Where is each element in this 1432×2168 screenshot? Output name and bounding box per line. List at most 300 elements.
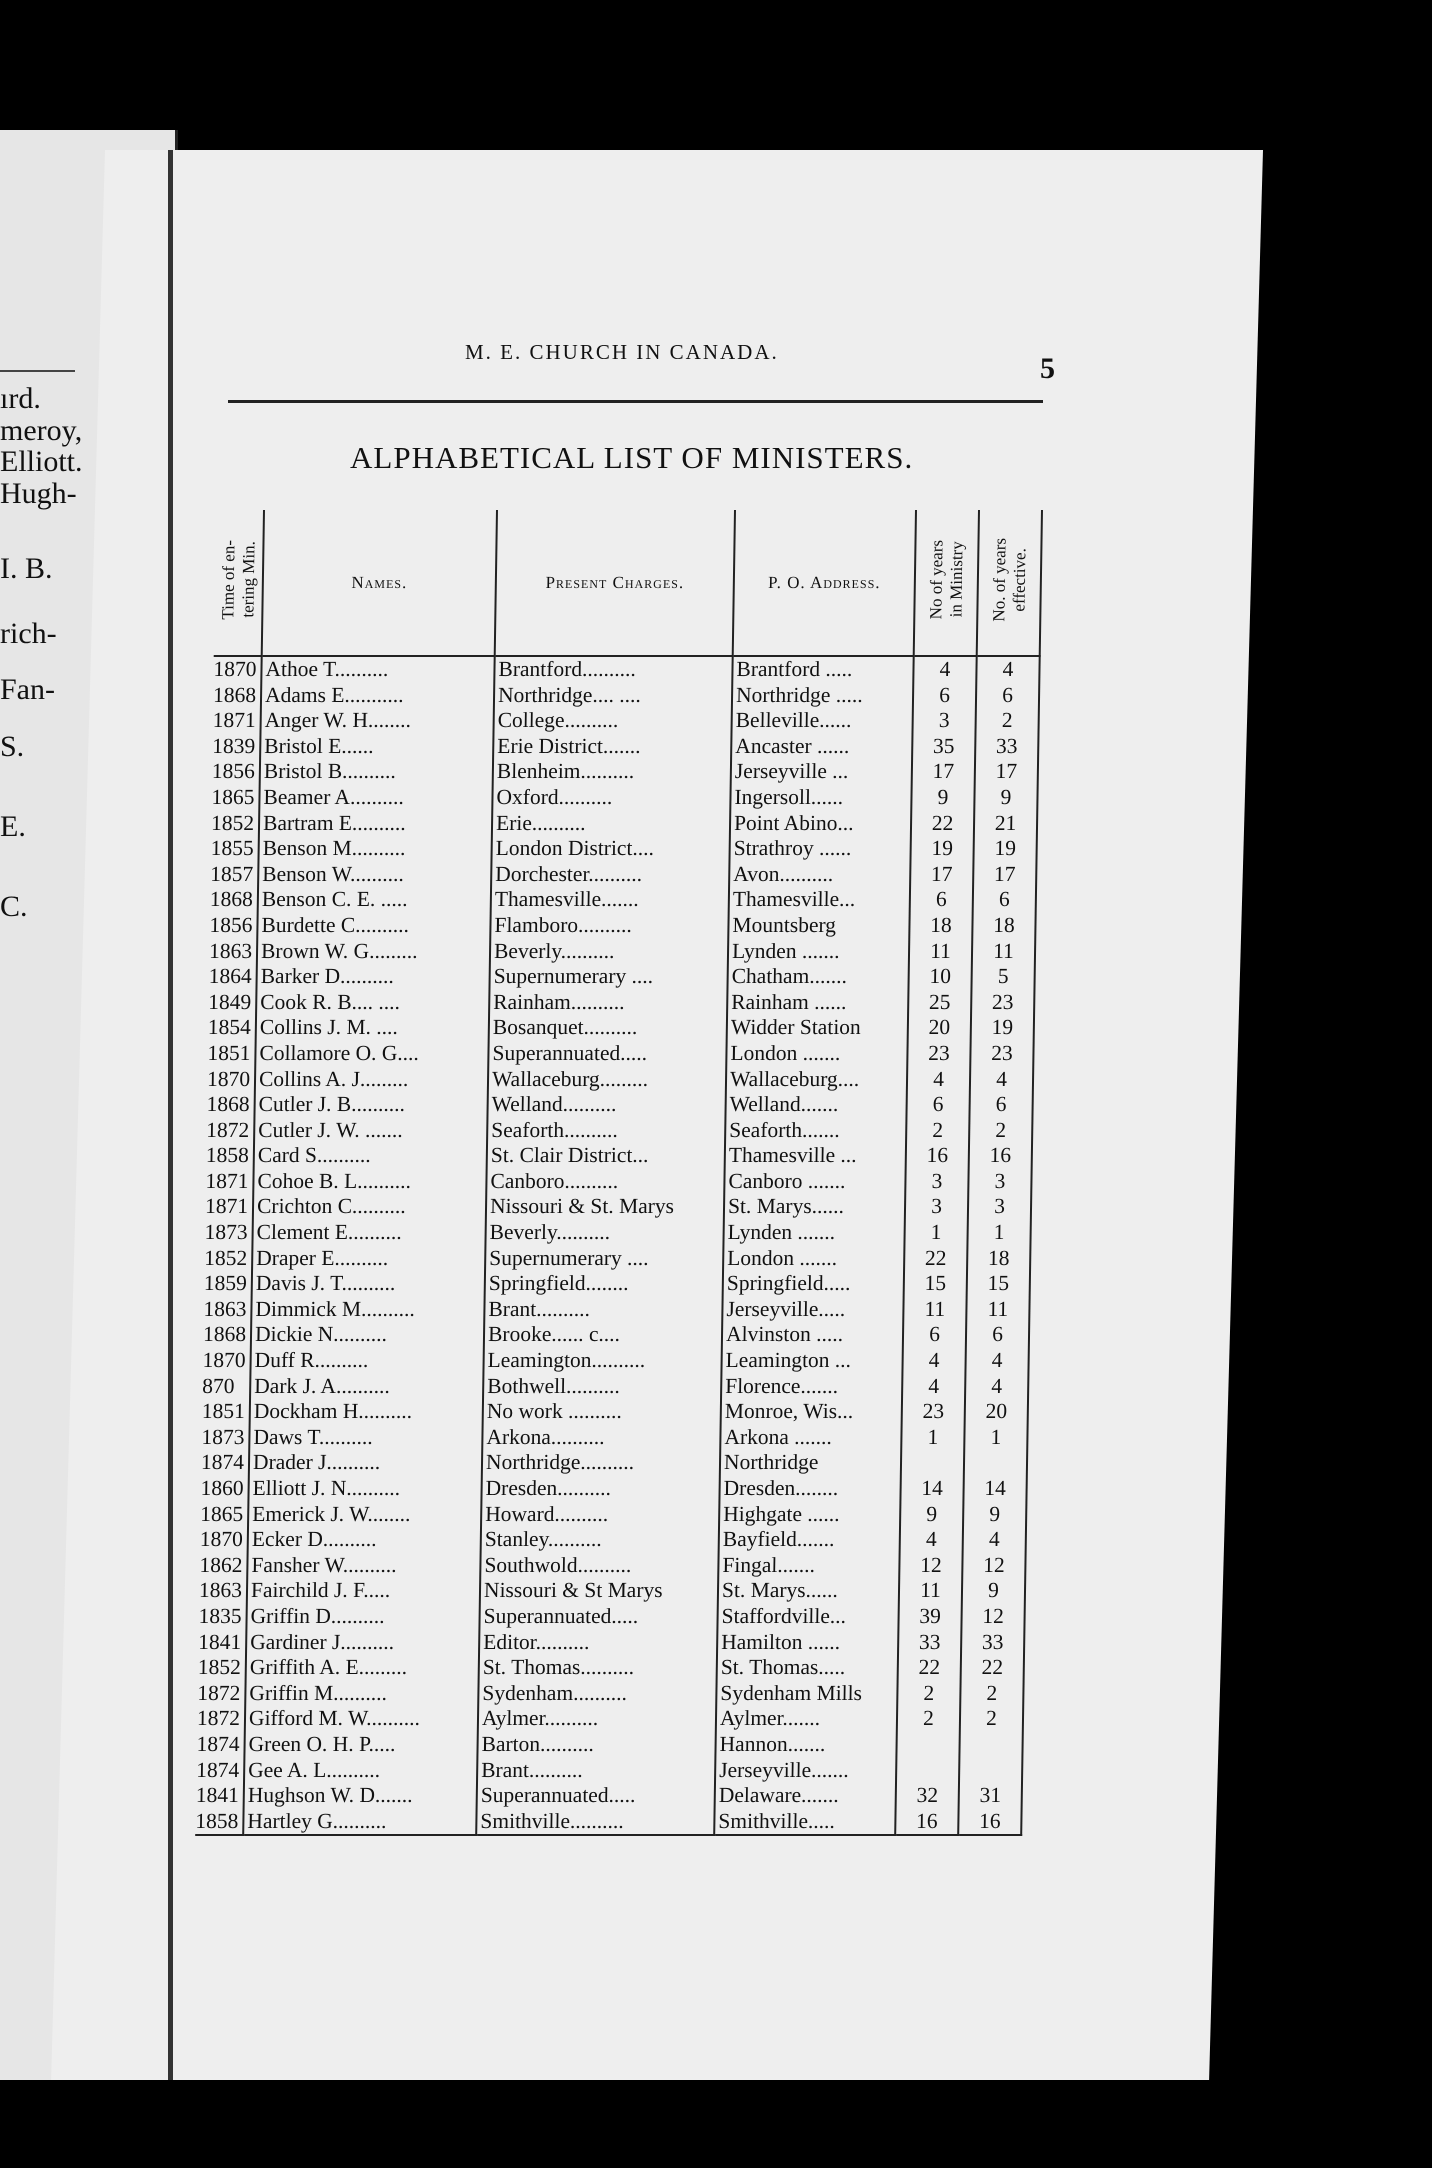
cell-address: Fingal.......: [718, 1553, 899, 1579]
cell-years-ministry: 12: [899, 1553, 962, 1579]
cell-address: Point Abino...: [730, 811, 911, 837]
cell-charge: Erie..........: [492, 811, 730, 837]
cell-address: Hannon.......: [715, 1732, 896, 1758]
table-row: [207, 1067, 1033, 1093]
cell-years-effective: 19: [971, 1015, 1034, 1041]
cell-year: 1852: [198, 1655, 246, 1681]
table-row: [196, 1783, 1022, 1809]
cell-year: 1870: [202, 1348, 250, 1374]
cell-address: London .......: [726, 1041, 907, 1067]
cell-years-ministry: 4: [902, 1374, 965, 1400]
cell-charge: Nissouri & St Marys: [480, 1578, 718, 1604]
cell-years-effective: 16: [958, 1809, 1021, 1836]
table-row: [200, 1476, 1026, 1502]
cell-years-ministry: 2: [906, 1118, 969, 1144]
table-row: [210, 862, 1036, 888]
cell-charge: Leamington..........: [483, 1348, 721, 1374]
cell-name: Griffin D..........: [246, 1604, 479, 1630]
cell-charge: Bosanquet..........: [489, 1015, 727, 1041]
cell-name: Emerick J. W........: [248, 1502, 481, 1528]
cell-years-effective: 4: [976, 656, 1039, 683]
cell-name: Dickie N..........: [251, 1322, 484, 1348]
cell-years-effective: 19: [973, 836, 1036, 862]
header-years-effective: No. of years effective.: [977, 510, 1042, 656]
table-row: [210, 836, 1036, 862]
cell-address: London .......: [723, 1246, 904, 1272]
cell-years-effective: 17: [973, 862, 1036, 888]
cell-year: 1873: [204, 1220, 252, 1246]
cell-years-effective: 23: [970, 1041, 1033, 1067]
cell-name: Gee A. L..........: [244, 1758, 477, 1784]
cell-year: 1851: [202, 1399, 250, 1425]
table-row: [199, 1553, 1025, 1579]
cell-address: Sydenham Mills: [716, 1681, 897, 1707]
table-row: [206, 1118, 1032, 1144]
table-row: [204, 1271, 1030, 1297]
cell-years-ministry: 3: [905, 1194, 968, 1220]
cell-year: 1839: [212, 734, 260, 760]
cell-name: Hughson W. D.......: [244, 1783, 477, 1809]
cell-years-effective: 1: [964, 1425, 1027, 1451]
cell-years-ministry: 2: [897, 1706, 960, 1732]
cell-address: St. Marys......: [718, 1578, 899, 1604]
cell-years-effective: 2: [975, 708, 1038, 734]
cell-years-effective: 33: [975, 734, 1038, 760]
cell-year: 1874: [196, 1758, 244, 1784]
facing-page-text: I. B.: [0, 552, 53, 585]
cell-years-effective: 12: [961, 1604, 1024, 1630]
cell-charge: Arkona..........: [482, 1425, 720, 1451]
cell-name: Draper E..........: [252, 1246, 485, 1272]
cell-address: Brantford .....: [732, 656, 913, 683]
cell-years-effective: 18: [967, 1246, 1030, 1272]
cell-years-ministry: [896, 1732, 959, 1758]
cell-year: 1868: [206, 1092, 254, 1118]
cell-years-ministry: 4: [900, 1527, 963, 1553]
cell-year: 1868: [210, 887, 258, 913]
cell-years-ministry: 9: [900, 1502, 963, 1528]
cell-name: Benson M..........: [258, 836, 491, 862]
cell-address: Welland.......: [725, 1092, 906, 1118]
cell-address: Smithville.....: [714, 1809, 895, 1836]
cell-address: Chatham.......: [727, 964, 908, 990]
table-row: [209, 939, 1035, 965]
cell-charge: No work ..........: [483, 1399, 721, 1425]
cell-charge: Canboro..........: [486, 1169, 724, 1195]
cell-years-ministry: 39: [898, 1604, 961, 1630]
cell-years-ministry: [901, 1450, 964, 1476]
cell-charge: Smithville..........: [476, 1809, 714, 1836]
cell-charge: Superannuated.....: [488, 1041, 726, 1067]
cell-name: Adams E...........: [261, 683, 494, 709]
table-row: [213, 656, 1039, 683]
cell-years-effective: 33: [961, 1630, 1024, 1656]
cell-name: Fairchild J. F.....: [247, 1578, 480, 1604]
cell-charge: Beverly..........: [490, 939, 728, 965]
table-row: [200, 1502, 1026, 1528]
cell-years-ministry: 22: [898, 1655, 961, 1681]
cell-year: 1872: [197, 1681, 245, 1707]
cell-charge: Rainham..........: [489, 990, 727, 1016]
cell-name: Collins A. J.........: [255, 1067, 488, 1093]
facing-page-text: S.: [0, 730, 25, 763]
table-row: [198, 1655, 1024, 1681]
cell-year: 1858: [206, 1143, 254, 1169]
cell-name: Cutler J. W. .......: [254, 1118, 487, 1144]
cell-address: Wallaceburg....: [726, 1067, 907, 1093]
cell-address: Bayfield.......: [719, 1527, 900, 1553]
cell-name: Beamer A..........: [259, 785, 492, 811]
cell-charge: Brantford..........: [494, 656, 732, 683]
cell-years-effective: 14: [963, 1476, 1026, 1502]
table-row: [202, 1374, 1028, 1400]
cell-name: Cohoe B. L..........: [253, 1169, 486, 1195]
cell-name: Collamore O. G....: [255, 1041, 488, 1067]
cell-charge: Supernumerary ....: [489, 964, 727, 990]
table-row: [196, 1732, 1022, 1758]
cell-years-effective: 11: [966, 1297, 1029, 1323]
cell-year: 1871: [205, 1194, 253, 1220]
cell-name: Dark J. A..........: [250, 1374, 483, 1400]
cell-year: 1874: [196, 1732, 244, 1758]
cell-name: Drader J..........: [249, 1450, 482, 1476]
table-row: [195, 1809, 1021, 1836]
cell-years-effective: 17: [975, 759, 1038, 785]
table-row: [201, 1450, 1027, 1476]
cell-years-effective: 4: [965, 1348, 1028, 1374]
cell-years-effective: 1: [967, 1220, 1030, 1246]
cell-years-effective: 23: [971, 990, 1034, 1016]
cell-years-ministry: 11: [909, 939, 972, 965]
cell-charge: Howard..........: [481, 1502, 719, 1528]
cell-year: 1868: [213, 683, 261, 709]
table-row: [203, 1297, 1029, 1323]
cell-years-effective: 2: [960, 1706, 1023, 1732]
running-head: M. E. CHURCH IN CANADA.: [465, 340, 779, 364]
cell-charge: Springfield........: [485, 1271, 723, 1297]
cell-address: Staffordville...: [717, 1604, 898, 1630]
cell-charge: Brant..........: [484, 1297, 722, 1323]
cell-address: Rainham ......: [727, 990, 908, 1016]
table-row: [205, 1169, 1031, 1195]
table-row: [212, 759, 1038, 785]
cell-name: Elliott J. N..........: [248, 1476, 481, 1502]
cell-years-effective: 3: [968, 1169, 1031, 1195]
cell-address: Hamilton ......: [717, 1630, 898, 1656]
table-row: [198, 1630, 1024, 1656]
cell-address: Aylmer.......: [716, 1706, 897, 1732]
cell-address: Seaforth.......: [725, 1118, 906, 1144]
cell-name: Benson W..........: [258, 862, 491, 888]
header-address: P. O. Address.: [733, 510, 916, 656]
cell-address: Thamesville ...: [725, 1143, 906, 1169]
table-header-row: [214, 510, 1042, 656]
table-row: [202, 1348, 1028, 1374]
cell-address: Jerseyville.....: [722, 1297, 903, 1323]
cell-charge: Dorchester..........: [491, 862, 729, 888]
cell-charge: Brooke...... c....: [484, 1322, 722, 1348]
cell-name: Griffith A. E.........: [246, 1655, 479, 1681]
cell-charge: Brant..........: [477, 1758, 715, 1784]
cell-address: Northridge: [720, 1450, 901, 1476]
cell-year: 1870: [207, 1067, 255, 1093]
cell-name: Bartram E..........: [259, 811, 492, 837]
cell-years-ministry: 14: [900, 1476, 963, 1502]
cell-address: St. Thomas.....: [717, 1655, 898, 1681]
cell-years-ministry: 3: [905, 1169, 968, 1195]
table-row: [198, 1604, 1024, 1630]
cell-address: Lynden .......: [723, 1220, 904, 1246]
table-row: [207, 1041, 1033, 1067]
cell-years-effective: 6: [976, 683, 1039, 709]
cell-years-effective: 4: [963, 1527, 1026, 1553]
facing-page-rule: [0, 370, 75, 372]
table-row: [197, 1706, 1023, 1732]
cell-charge: Supernumerary ....: [485, 1246, 723, 1272]
facing-page-text: C.: [0, 890, 28, 923]
cell-charge: Welland..........: [487, 1092, 725, 1118]
cell-year: 1865: [200, 1502, 248, 1528]
cell-years-effective: 6: [969, 1092, 1032, 1118]
cell-years-effective: 9: [962, 1578, 1025, 1604]
cell-address: Monroe, Wis...: [721, 1399, 902, 1425]
cell-years-effective: 18: [972, 913, 1035, 939]
cell-years-ministry: 35: [912, 734, 975, 760]
header-year: Time of en- tering Min.: [214, 510, 264, 656]
cell-years-ministry: 17: [912, 759, 975, 785]
cell-charge: Flamboro..........: [490, 913, 728, 939]
cell-charge: Superannuated.....: [479, 1604, 717, 1630]
facing-page-text: rich-: [0, 617, 57, 650]
cell-years-ministry: [896, 1758, 959, 1784]
cell-year: 1841: [196, 1783, 244, 1809]
cell-years-ministry: 20: [908, 1015, 971, 1041]
cell-years-effective: 22: [961, 1655, 1024, 1681]
cell-years-effective: 3: [968, 1194, 1031, 1220]
cell-charge: Wallaceburg.........: [488, 1067, 726, 1093]
cell-year: 1864: [208, 964, 256, 990]
cell-years-ministry: 6: [903, 1322, 966, 1348]
cell-years-ministry: 25: [908, 990, 971, 1016]
cell-name: Dockham H..........: [250, 1399, 483, 1425]
cell-year: 1851: [207, 1041, 255, 1067]
cell-charge: Nissouri & St. Marys: [486, 1194, 724, 1220]
cell-charge: Sydenham..........: [478, 1681, 716, 1707]
cell-year: 870: [202, 1374, 250, 1400]
cell-years-ministry: 16: [906, 1143, 969, 1169]
facing-page-text: E.: [0, 810, 26, 843]
cell-address: Mountsberg: [728, 913, 909, 939]
ministers-table: [195, 510, 1043, 1836]
cell-address: Delaware.......: [715, 1783, 896, 1809]
cell-charge: Blenheim..........: [493, 759, 731, 785]
cell-name: Green O. H. P.....: [244, 1732, 477, 1758]
cell-name: Collins J. M. ....: [256, 1015, 489, 1041]
cell-name: Brown W. G.........: [257, 939, 490, 965]
cell-address: Northridge .....: [732, 683, 913, 709]
cell-address: Alvinston .....: [722, 1322, 903, 1348]
facing-page-text: Hugh-: [0, 477, 77, 510]
cell-years-ministry: 6: [913, 683, 976, 709]
cell-year: 1856: [212, 759, 260, 785]
cell-charge: Editor..........: [479, 1630, 717, 1656]
cell-address: Leamington ...: [721, 1348, 902, 1374]
cell-name: Griffin M..........: [245, 1681, 478, 1707]
cell-years-ministry: 1: [901, 1425, 964, 1451]
cell-name: Fansher W..........: [247, 1553, 480, 1579]
cell-years-effective: [964, 1450, 1027, 1476]
cell-charge: Superannuated.....: [477, 1783, 715, 1809]
cell-name: Bristol E......: [260, 734, 493, 760]
facing-page-text: Elliott.: [0, 445, 83, 478]
cell-charge: Dresden..........: [481, 1476, 719, 1502]
cell-address: Dresden........: [719, 1476, 900, 1502]
cell-address: Ancaster ......: [731, 734, 912, 760]
cell-charge: St. Clair District...: [487, 1143, 725, 1169]
cell-name: Benson C. E. .....: [258, 887, 491, 913]
cell-charge: Northridge..........: [482, 1450, 720, 1476]
cell-years-ministry: 11: [899, 1578, 962, 1604]
cell-years-effective: 2: [969, 1118, 1032, 1144]
cell-year: 1863: [209, 939, 257, 965]
cell-years-effective: 21: [974, 811, 1037, 837]
cell-year: 1872: [197, 1706, 245, 1732]
header-charge: Present Charges.: [495, 510, 735, 656]
cell-name: Cook R. B.... ....: [256, 990, 489, 1016]
header-rule: [228, 400, 1043, 403]
cell-year: 1858: [195, 1809, 243, 1836]
cell-year: 1835: [198, 1604, 246, 1630]
cell-years-effective: 12: [962, 1553, 1025, 1579]
cell-years-ministry: 22: [904, 1246, 967, 1272]
cell-name: Crichton C..........: [253, 1194, 486, 1220]
table-row: [210, 887, 1036, 913]
table-row: [206, 1143, 1032, 1169]
cell-name: Burdette C..........: [257, 913, 490, 939]
cell-address: Thamesville...: [729, 887, 910, 913]
cell-year: 1871: [205, 1169, 253, 1195]
cell-years-effective: 31: [959, 1783, 1022, 1809]
facing-page-text: meroy,: [0, 414, 83, 447]
cell-years-effective: 20: [965, 1399, 1028, 1425]
cell-years-effective: 6: [966, 1322, 1029, 1348]
cell-years-ministry: 1: [904, 1220, 967, 1246]
facing-page-text: ırd.: [0, 382, 41, 415]
table-row: [205, 1194, 1031, 1220]
cell-years-ministry: 4: [907, 1067, 970, 1093]
cell-address: Highgate ......: [719, 1502, 900, 1528]
cell-charge: Bothwell..........: [483, 1374, 721, 1400]
cell-year: 1863: [203, 1297, 251, 1323]
cell-years-effective: 9: [974, 785, 1037, 811]
cell-years-ministry: 9: [911, 785, 974, 811]
cell-address: Lynden .......: [728, 939, 909, 965]
cell-name: Barker D..........: [256, 964, 489, 990]
table-row: [206, 1092, 1032, 1118]
table-row: [204, 1220, 1030, 1246]
cell-year: 1870: [200, 1527, 248, 1553]
cell-charge: Oxford..........: [492, 785, 730, 811]
table-row: [204, 1246, 1030, 1272]
cell-charge: Beverly..........: [485, 1220, 723, 1246]
cell-year: 1857: [210, 862, 258, 888]
cell-years-ministry: 32: [896, 1783, 959, 1809]
cell-years-ministry: 18: [909, 913, 972, 939]
cell-charge: Southwold..........: [480, 1553, 718, 1579]
cell-name: Card S..........: [254, 1143, 487, 1169]
cell-years-ministry: 23: [902, 1399, 965, 1425]
cell-years-ministry: 4: [913, 656, 976, 683]
cell-name: Cutler J. B..........: [254, 1092, 487, 1118]
header-name: Names.: [262, 510, 497, 656]
cell-name: Davis J. T..........: [252, 1271, 485, 1297]
cell-year: 1854: [208, 1015, 256, 1041]
table-row: [211, 785, 1037, 811]
cell-year: 1852: [204, 1246, 252, 1272]
cell-charge: Northridge.... ....: [494, 683, 732, 709]
cell-years-ministry: 10: [908, 964, 971, 990]
cell-charge: St. Thomas..........: [479, 1655, 717, 1681]
cell-years-ministry: 17: [910, 862, 973, 888]
cell-charge: Thamesville.......: [491, 887, 729, 913]
cell-years-effective: 9: [963, 1502, 1026, 1528]
table-row: [208, 1015, 1034, 1041]
cell-charge: College..........: [493, 708, 731, 734]
cell-years-effective: 2: [960, 1681, 1023, 1707]
cell-years-ministry: 22: [911, 811, 974, 837]
cell-year: 1849: [208, 990, 256, 1016]
cell-years-ministry: 16: [895, 1809, 958, 1836]
cell-address: Belleville......: [731, 708, 912, 734]
table-row: [211, 811, 1037, 837]
table-row: [202, 1399, 1028, 1425]
cell-years-ministry: 6: [910, 887, 973, 913]
cell-address: Florence.......: [721, 1374, 902, 1400]
cell-charge: Barton..........: [477, 1732, 715, 1758]
cell-name: Gardiner J..........: [246, 1630, 479, 1656]
cell-years-ministry: 19: [910, 836, 973, 862]
cell-name: Clement E..........: [252, 1220, 485, 1246]
cell-address: Jerseyville ...: [731, 759, 912, 785]
cell-address: Ingersoll......: [730, 785, 911, 811]
cell-years-effective: 15: [967, 1271, 1030, 1297]
table-row: [203, 1322, 1029, 1348]
cell-years-ministry: 3: [912, 708, 975, 734]
cell-years-effective: 4: [970, 1067, 1033, 1093]
cell-year: 1860: [200, 1476, 248, 1502]
table-row: [209, 913, 1035, 939]
cell-years-effective: 5: [971, 964, 1034, 990]
cell-address: Jerseyville.......: [715, 1758, 896, 1784]
cell-year: 1871: [212, 708, 260, 734]
cell-years-ministry: 11: [903, 1297, 966, 1323]
page-number: 5: [1040, 352, 1055, 385]
cell-name: Duff R..........: [250, 1348, 483, 1374]
page-gutter: [168, 150, 173, 2080]
cell-years-ministry: 23: [907, 1041, 970, 1067]
cell-address: Springfield.....: [723, 1271, 904, 1297]
cell-address: St. Marys......: [724, 1194, 905, 1220]
cell-name: Athoe T..........: [261, 656, 494, 683]
table-row: [213, 683, 1039, 709]
table-row: [208, 990, 1034, 1016]
cell-name: Bristol B..........: [260, 759, 493, 785]
table-row: [200, 1527, 1026, 1553]
cell-years-effective: [959, 1732, 1022, 1758]
cell-years-ministry: 33: [898, 1630, 961, 1656]
cell-address: Avon..........: [729, 862, 910, 888]
cell-year: 1868: [203, 1322, 251, 1348]
